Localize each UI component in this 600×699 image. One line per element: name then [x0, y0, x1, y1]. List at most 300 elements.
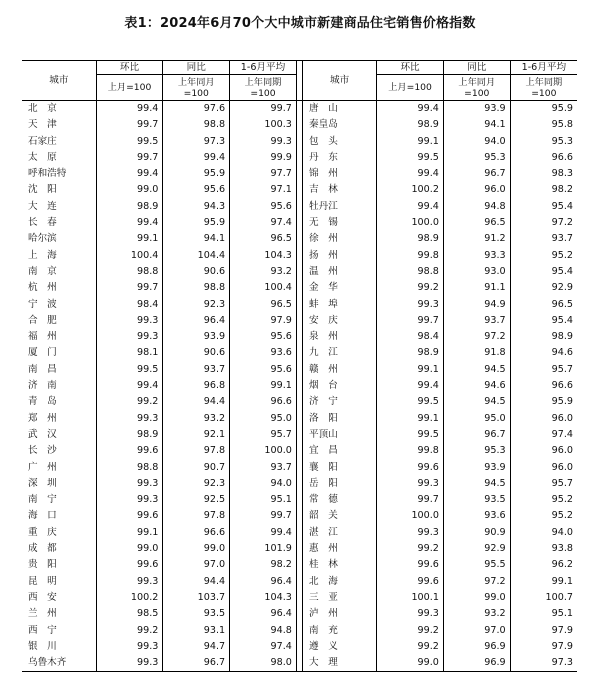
avg-value: 95.2 — [510, 248, 577, 264]
mom-value: 99.6 — [377, 460, 444, 476]
avg-value: 104.3 — [230, 590, 297, 606]
yoy-value: 104.4 — [163, 248, 230, 264]
yoy-value: 96.8 — [163, 378, 230, 394]
table-row — [22, 313, 577, 329]
mom-value: 99.3 — [96, 639, 163, 655]
table-row — [22, 264, 577, 280]
city-name: 吉 林 — [303, 182, 377, 198]
avg-value: 93.8 — [510, 541, 577, 557]
city-name: 洛 阳 — [303, 411, 377, 427]
mom-value: 99.7 — [96, 117, 163, 133]
city-name: 湛 江 — [303, 525, 377, 541]
avg-value: 95.9 — [510, 101, 577, 118]
city-name: 唐 山 — [303, 101, 377, 118]
city-name: 广 州 — [28, 461, 57, 473]
yoy-value: 95.3 — [443, 150, 510, 166]
avg-value: 97.3 — [510, 655, 577, 672]
mom-value: 99.4 — [377, 166, 444, 182]
yoy-value: 95.0 — [443, 411, 510, 427]
col-header-city-right: 城市 — [303, 61, 377, 101]
yoy-value: 91.8 — [443, 345, 510, 361]
avg-value: 99.3 — [230, 134, 297, 150]
mom-value: 100.2 — [377, 182, 444, 198]
yoy-value: 94.4 — [163, 394, 230, 410]
table-title: 表1：2024年6月70个大中城市新建商品住宅销售价格指数 — [124, 16, 476, 31]
city-name: 烟 台 — [303, 378, 377, 394]
city-name: 泉 州 — [303, 329, 377, 345]
city-name: 厦 门 — [28, 347, 57, 359]
yoy-value: 91.2 — [443, 231, 510, 247]
table-row — [22, 117, 577, 133]
city-name: 武 汉 — [28, 428, 57, 440]
yoy-value: 93.3 — [443, 248, 510, 264]
city-name: 遵 义 — [303, 639, 377, 655]
avg-value: 99.4 — [230, 525, 297, 541]
yoy-value: 97.2 — [443, 329, 510, 345]
table-row — [22, 508, 577, 524]
avg-value: 95.2 — [510, 492, 577, 508]
yoy-value: 94.1 — [443, 117, 510, 133]
mom-value: 99.8 — [377, 248, 444, 264]
avg-value: 95.6 — [230, 199, 297, 215]
yoy-value: 95.5 — [443, 557, 510, 573]
city-name: 韶 关 — [303, 508, 377, 524]
yoy-value: 97.0 — [163, 557, 230, 573]
mom-value: 99.6 — [377, 574, 444, 590]
city-name: 徐 州 — [303, 231, 377, 247]
col-header-avg: 1-6月平均 — [230, 61, 297, 75]
avg-value: 95.0 — [230, 411, 297, 427]
city-name: 兰 州 — [28, 608, 57, 620]
mom-value: 100.0 — [377, 215, 444, 231]
mom-value: 100.1 — [377, 590, 444, 606]
table-row — [22, 606, 577, 622]
avg-value: 95.2 — [510, 508, 577, 524]
mom-value: 99.2 — [377, 623, 444, 639]
mom-value: 99.3 — [96, 411, 163, 427]
table-row — [22, 443, 577, 459]
mom-value: 98.9 — [377, 117, 444, 133]
city-name: 南 充 — [303, 623, 377, 639]
mom-value: 99.2 — [377, 639, 444, 655]
avg-value: 93.7 — [510, 231, 577, 247]
mom-value: 99.3 — [96, 329, 163, 345]
avg-value: 98.9 — [510, 329, 577, 345]
table-row — [22, 329, 577, 345]
yoy-value: 97.6 — [163, 101, 230, 118]
avg-value: 95.6 — [230, 362, 297, 378]
avg-value: 100.4 — [230, 280, 297, 296]
avg-value: 96.6 — [230, 394, 297, 410]
header-row-1 — [22, 61, 577, 75]
avg-value: 93.2 — [230, 264, 297, 280]
mom-value: 99.2 — [377, 541, 444, 557]
avg-value: 96.0 — [510, 443, 577, 459]
table-row — [22, 166, 577, 182]
mom-value: 99.6 — [96, 508, 163, 524]
base-yoy: 上年同月 =100 — [163, 75, 230, 101]
base-mom-right: 上月=100 — [377, 75, 444, 101]
yoy-value: 97.8 — [163, 508, 230, 524]
mom-value: 99.5 — [377, 150, 444, 166]
city-name: 重 庆 — [28, 526, 57, 538]
table-row — [22, 199, 577, 215]
mom-value: 100.2 — [96, 590, 163, 606]
mom-value: 99.2 — [377, 280, 444, 296]
avg-value: 93.7 — [230, 460, 297, 476]
col-header-city: 城市 — [22, 61, 96, 101]
yoy-value: 93.0 — [443, 264, 510, 280]
city-name: 南 宁 — [28, 494, 57, 506]
mom-value: 98.9 — [96, 427, 163, 443]
yoy-value: 96.5 — [443, 215, 510, 231]
avg-value: 96.5 — [510, 297, 577, 313]
mom-value: 99.4 — [96, 101, 163, 118]
col-header-mom: 环比 — [96, 61, 163, 75]
mom-value: 99.6 — [96, 557, 163, 573]
yoy-value: 98.8 — [163, 280, 230, 296]
city-name: 三 亚 — [303, 590, 377, 606]
mom-value: 98.1 — [96, 345, 163, 361]
city-name: 长 沙 — [28, 445, 57, 457]
city-name: 青 岛 — [28, 396, 57, 408]
city-name: 太 原 — [28, 151, 57, 163]
mom-value: 99.1 — [96, 231, 163, 247]
yoy-value: 94.5 — [443, 476, 510, 492]
mom-value: 99.3 — [96, 476, 163, 492]
avg-value: 97.4 — [510, 427, 577, 443]
avg-value: 95.1 — [230, 492, 297, 508]
yoy-value: 94.0 — [443, 134, 510, 150]
city-name: 丹 东 — [303, 150, 377, 166]
city-name: 福 州 — [28, 331, 57, 343]
yoy-value: 94.7 — [163, 639, 230, 655]
yoy-value: 93.2 — [163, 411, 230, 427]
yoy-value: 94.3 — [163, 199, 230, 215]
city-name: 北 海 — [303, 574, 377, 590]
city-name: 桂 林 — [303, 557, 377, 573]
city-name: 无 锡 — [303, 215, 377, 231]
avg-value: 96.0 — [510, 411, 577, 427]
avg-value: 97.4 — [230, 215, 297, 231]
avg-value: 95.1 — [510, 606, 577, 622]
base-yoy-right: 上年同月 =100 — [443, 75, 510, 101]
avg-value: 96.0 — [510, 460, 577, 476]
avg-value: 95.7 — [510, 476, 577, 492]
col-header-yoy-right: 同比 — [443, 61, 510, 75]
city-name: 石家庄 — [28, 135, 57, 147]
mom-value: 98.9 — [377, 231, 444, 247]
avg-value: 99.7 — [230, 508, 297, 524]
city-name: 温 州 — [303, 264, 377, 280]
table-row — [22, 655, 577, 672]
city-name: 北 京 — [28, 103, 57, 114]
mom-value: 98.9 — [377, 345, 444, 361]
table-row — [22, 182, 577, 198]
col-header-avg-right: 1-6月平均 — [510, 61, 577, 75]
yoy-value: 91.1 — [443, 280, 510, 296]
yoy-value: 94.1 — [163, 231, 230, 247]
yoy-value: 95.9 — [163, 215, 230, 231]
mom-value: 99.0 — [377, 655, 444, 672]
yoy-value: 97.2 — [443, 574, 510, 590]
city-name: 合 肥 — [28, 314, 57, 326]
mom-value: 99.6 — [96, 443, 163, 459]
avg-value: 100.0 — [230, 443, 297, 459]
yoy-value: 93.9 — [443, 101, 510, 118]
yoy-value: 96.7 — [443, 427, 510, 443]
avg-value: 97.7 — [230, 166, 297, 182]
yoy-value: 93.7 — [443, 313, 510, 329]
mom-value: 99.3 — [96, 492, 163, 508]
table-row — [22, 362, 577, 378]
table-row — [22, 557, 577, 573]
avg-value: 95.7 — [510, 362, 577, 378]
yoy-value: 93.9 — [443, 460, 510, 476]
mom-value: 98.4 — [377, 329, 444, 345]
table-row — [22, 378, 577, 394]
table-row — [22, 541, 577, 557]
price-index-table — [22, 60, 577, 672]
mom-value: 99.1 — [377, 362, 444, 378]
city-name: 乌鲁木齐 — [22, 655, 96, 672]
col-header-mom-right: 环比 — [377, 61, 444, 75]
avg-value: 95.9 — [510, 394, 577, 410]
mom-value: 99.0 — [96, 541, 163, 557]
avg-value: 99.9 — [230, 150, 297, 166]
table-row — [22, 492, 577, 508]
yoy-value: 90.6 — [163, 264, 230, 280]
city-name: 秦皇岛 — [303, 117, 377, 133]
yoy-value: 93.2 — [443, 606, 510, 622]
avg-value: 98.2 — [230, 557, 297, 573]
yoy-value: 90.9 — [443, 525, 510, 541]
yoy-value: 99.0 — [443, 590, 510, 606]
avg-value: 97.9 — [510, 623, 577, 639]
yoy-value: 96.4 — [163, 313, 230, 329]
city-name: 九 江 — [303, 345, 377, 361]
mom-value: 99.1 — [96, 525, 163, 541]
table-row — [22, 623, 577, 639]
city-name: 岳 阳 — [303, 476, 377, 492]
mom-value: 99.3 — [377, 525, 444, 541]
table-row — [22, 101, 577, 118]
mom-value: 99.4 — [96, 166, 163, 182]
yoy-value: 92.3 — [163, 476, 230, 492]
city-name: 长 春 — [28, 217, 57, 229]
yoy-value: 92.9 — [443, 541, 510, 557]
mom-value: 99.1 — [377, 411, 444, 427]
avg-value: 94.0 — [230, 476, 297, 492]
city-name: 金 华 — [303, 280, 377, 296]
avg-value: 95.6 — [230, 329, 297, 345]
yoy-value: 92.3 — [163, 297, 230, 313]
table-row — [22, 394, 577, 410]
city-name: 天 津 — [28, 119, 57, 131]
city-name: 蚌 埠 — [303, 297, 377, 313]
mom-value: 99.4 — [377, 199, 444, 215]
yoy-value: 94.9 — [443, 297, 510, 313]
avg-value: 97.1 — [230, 182, 297, 198]
mom-value: 99.5 — [377, 394, 444, 410]
avg-value: 97.4 — [230, 639, 297, 655]
yoy-value: 96.0 — [443, 182, 510, 198]
mom-value: 99.5 — [96, 362, 163, 378]
yoy-value: 97.3 — [163, 134, 230, 150]
mom-value: 99.3 — [377, 476, 444, 492]
yoy-value: 95.6 — [163, 182, 230, 198]
table-row — [22, 280, 577, 296]
yoy-value: 94.5 — [443, 394, 510, 410]
yoy-value: 97.0 — [443, 623, 510, 639]
table-row — [22, 427, 577, 443]
city-name: 成 都 — [28, 543, 57, 555]
city-name: 惠 州 — [303, 541, 377, 557]
yoy-value: 96.7 — [163, 655, 230, 672]
mom-value: 98.9 — [96, 199, 163, 215]
yoy-value: 94.4 — [163, 574, 230, 590]
table-row — [22, 590, 577, 606]
city-name: 泸 州 — [303, 606, 377, 622]
table-body — [22, 101, 577, 672]
avg-value: 98.3 — [510, 166, 577, 182]
mom-value: 99.3 — [377, 606, 444, 622]
city-name: 深 圳 — [28, 477, 57, 489]
avg-value: 97.9 — [230, 313, 297, 329]
table-row — [22, 574, 577, 590]
table-row — [22, 411, 577, 427]
city-name: 大 理 — [303, 655, 377, 672]
city-name: 大 连 — [28, 200, 57, 212]
col-header-yoy: 同比 — [163, 61, 230, 75]
city-name: 襄 阳 — [303, 460, 377, 476]
avg-value: 95.7 — [230, 427, 297, 443]
avg-value: 97.9 — [510, 639, 577, 655]
table-row — [22, 476, 577, 492]
mom-value: 99.4 — [96, 215, 163, 231]
avg-value: 95.4 — [510, 313, 577, 329]
yoy-value: 94.5 — [443, 362, 510, 378]
yoy-value: 96.6 — [163, 525, 230, 541]
table-row — [22, 215, 577, 231]
avg-value: 100.7 — [510, 590, 577, 606]
mom-value: 98.4 — [96, 297, 163, 313]
yoy-value: 92.1 — [163, 427, 230, 443]
avg-value: 94.6 — [510, 345, 577, 361]
table-row — [22, 150, 577, 166]
city-name: 西 宁 — [28, 624, 57, 636]
city-name: 牡丹江 — [303, 199, 377, 215]
table-row — [22, 248, 577, 264]
mom-value: 99.3 — [96, 313, 163, 329]
avg-value: 104.3 — [230, 248, 297, 264]
avg-value: 99.1 — [230, 378, 297, 394]
avg-value: 96.6 — [510, 378, 577, 394]
avg-value: 100.3 — [230, 117, 297, 133]
mom-value: 99.6 — [377, 557, 444, 573]
city-name: 赣 州 — [303, 362, 377, 378]
avg-value: 96.5 — [230, 231, 297, 247]
mom-value: 99.4 — [377, 378, 444, 394]
avg-value: 95.4 — [510, 264, 577, 280]
yoy-value: 96.7 — [443, 166, 510, 182]
avg-value: 94.8 — [230, 623, 297, 639]
avg-value: 96.4 — [230, 606, 297, 622]
table-row — [22, 345, 577, 361]
mom-value: 99.5 — [96, 134, 163, 150]
yoy-value: 97.8 — [163, 443, 230, 459]
table-row — [22, 134, 577, 150]
yoy-value: 99.0 — [163, 541, 230, 557]
mom-value: 98.8 — [377, 264, 444, 280]
yoy-value: 93.9 — [163, 329, 230, 345]
table-row — [22, 231, 577, 247]
mom-value: 99.5 — [377, 427, 444, 443]
city-name: 南 昌 — [28, 363, 57, 375]
city-name: 杭 州 — [28, 282, 57, 294]
mom-value: 99.1 — [377, 134, 444, 150]
yoy-value: 103.7 — [163, 590, 230, 606]
city-name: 锦 州 — [303, 166, 377, 182]
city-name: 昆 明 — [28, 575, 57, 587]
avg-value: 96.5 — [230, 297, 297, 313]
avg-value: 95.4 — [510, 199, 577, 215]
city-name: 平顶山 — [303, 427, 377, 443]
yoy-value: 99.4 — [163, 150, 230, 166]
city-name: 南 京 — [28, 265, 57, 277]
city-name: 包 头 — [303, 134, 377, 150]
mom-value: 100.4 — [96, 248, 163, 264]
mom-value: 98.8 — [96, 460, 163, 476]
yoy-value: 96.9 — [443, 655, 510, 672]
avg-value: 94.0 — [510, 525, 577, 541]
yoy-value: 93.7 — [163, 362, 230, 378]
avg-value: 93.6 — [230, 345, 297, 361]
yoy-value: 93.5 — [163, 606, 230, 622]
mom-value: 99.8 — [377, 443, 444, 459]
city-name: 济 宁 — [303, 394, 377, 410]
city-name: 上 海 — [28, 249, 57, 261]
avg-value: 95.8 — [510, 117, 577, 133]
city-name: 扬 州 — [303, 248, 377, 264]
city-name: 常 德 — [303, 492, 377, 508]
mom-value: 99.2 — [96, 623, 163, 639]
mom-value: 99.7 — [96, 280, 163, 296]
mom-value: 99.4 — [377, 101, 444, 118]
city-name: 宜 昌 — [303, 443, 377, 459]
city-name: 安 庆 — [303, 313, 377, 329]
base-mom: 上月=100 — [96, 75, 163, 101]
avg-value: 95.3 — [510, 134, 577, 150]
city-name: 济 南 — [28, 380, 57, 392]
mom-value: 99.7 — [377, 313, 444, 329]
mom-value: 99.3 — [96, 574, 163, 590]
yoy-value: 93.5 — [443, 492, 510, 508]
avg-value: 98.0 — [230, 655, 297, 672]
table-row — [22, 525, 577, 541]
avg-value: 96.4 — [230, 574, 297, 590]
city-name: 宁 波 — [28, 298, 57, 310]
mom-value: 99.0 — [96, 182, 163, 198]
yoy-value: 90.6 — [163, 345, 230, 361]
yoy-value: 93.6 — [443, 508, 510, 524]
city-name: 哈尔滨 — [28, 233, 57, 245]
avg-value: 97.2 — [510, 215, 577, 231]
mom-value: 98.5 — [96, 606, 163, 622]
yoy-value: 92.5 — [163, 492, 230, 508]
yoy-value: 95.3 — [443, 443, 510, 459]
table-row — [22, 639, 577, 655]
